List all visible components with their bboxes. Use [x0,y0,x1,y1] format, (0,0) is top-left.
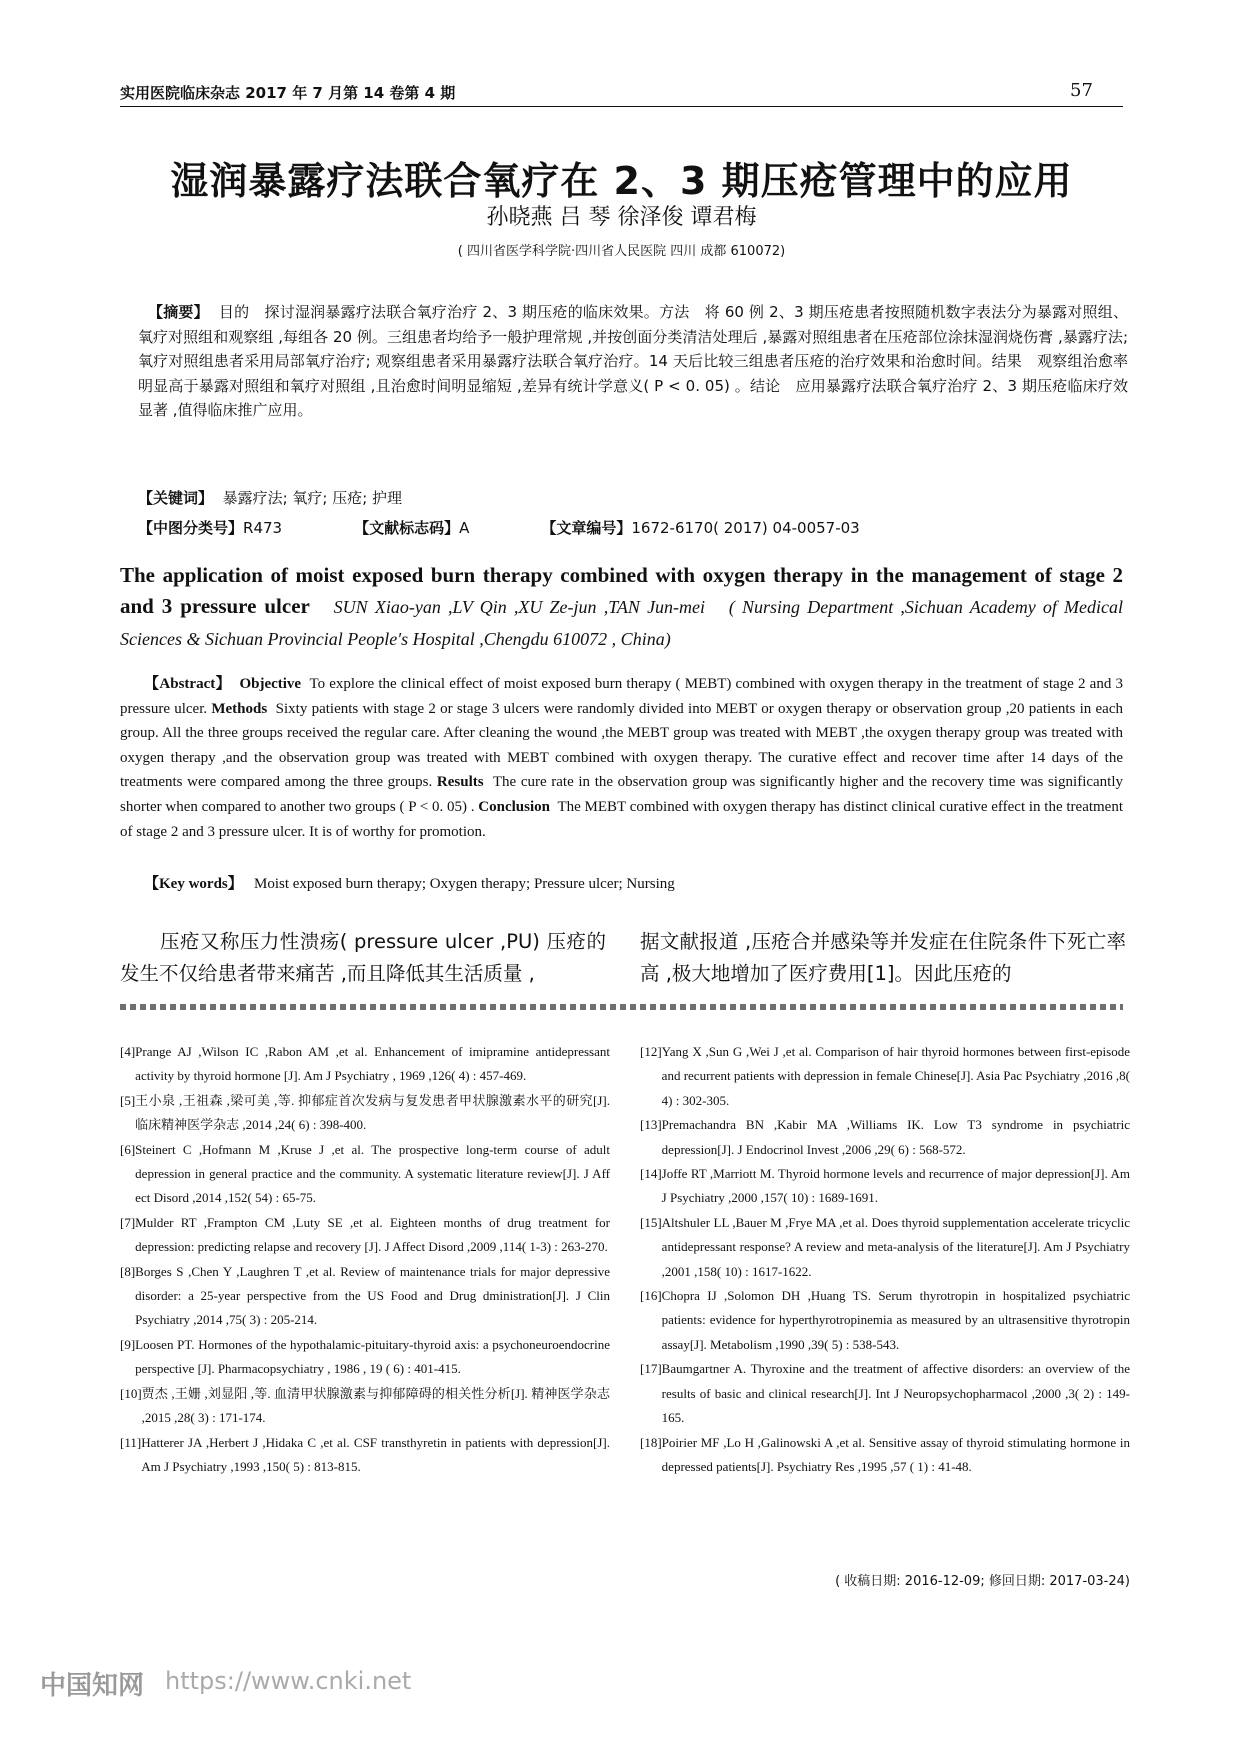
reference-item [120,1089,610,1138]
abstract-en-label: 【Abstract】 [144,676,232,692]
reference-number: [18] [640,1434,662,1450]
methods-label: Methods [211,700,268,717]
keywords-label: 【关键词】 [138,489,214,507]
reference-number: [5] [120,1092,136,1108]
affiliation-english: ( Nursing Department ,Sichuan Academy of Medical Sciences & Sichuan Provincial People′s Hospital ,Chengdu 610072 , China) [120,597,1124,649]
clc-label: 【中图分类号】 [138,519,244,537]
reference-number: [11] [120,1434,142,1450]
cnki-url[interactable]: https://www.cnki.net [165,1667,412,1695]
authors-chinese: 孙晓燕 吕 琴 徐泽俊 谭君梅 [486,205,757,230]
clc-value: R473 [243,519,283,537]
keywords-en-label: 【Key words】 [144,876,243,892]
keywords-en-text: Moist exposed burn therapy; Oxygen therapy; Pressure ulcer; Nursing [254,876,675,892]
conclusion-label: Conclusion [478,798,550,815]
reference-item [640,1162,1130,1211]
reference-item [120,1040,610,1089]
reference-item [120,1333,610,1382]
classification-line [138,516,1128,541]
title-chinese: 湿润暴露疗法联合氧疗在 2、3 期压疮管理中的应用 [170,159,1073,203]
reference-number: [12] [640,1044,662,1059]
doc-code-label: 【文献标志码】 [354,519,460,537]
reference-text: Yang X ,Sun G ,Wei J ,et al. Comparison of hair thyroid hormones between first-episode and recurrent patients with depression in female Chinese[J]. Asia Pac Psychiatry ,2016 ,8( 4) : 302-305. [661,1044,1130,1108]
reference-number: [9] [120,1336,136,1352]
reference-text: Loosen PT. Hormones of the hypothalamic-pituitary-thyroid axis: a psychoneuroendocrine perspective [J]. Pharmacopsychiatry , 1986 , 19 ( 6) : 401-415. [135,1336,610,1377]
reference-item [640,1357,1130,1430]
reference-text: Mulder RT ,Frampton CM ,Luty SE ,et al. Eighteen months of drug treatment for depression: predicting relapse and recovery [J]. J Affect Disord ,2009 ,114( 1-3) : 263-270. [135,1214,610,1255]
reference-number: [10] [120,1385,142,1401]
running-header-journal: 实用医院临床杂志 2017 年 7 月第 14 卷第 4 期 [120,84,456,102]
objective-label: Objective [239,676,302,692]
keywords-text: 暴露疗法; 氧疗; 压疮; 护理 [222,489,403,507]
abstract-chinese [138,300,1128,423]
reference-number: [17] [640,1361,662,1377]
reference-number: [4] [120,1044,136,1059]
body-text-right: 据文献报道 ,压疮合并感染等并发症在住院条件下死亡率高 ,极大地增加了医疗费用[1]。因此压疮的 [640,930,1126,985]
references-left [120,1040,610,1479]
reference-text: Baumgartner A. Thyroxine and the treatment of affective disorders: an overview of the results of basic and clinical research[J]. Int J Neuropsychopharmacol ,2000 ,3( 2) : 149-165. [661,1361,1130,1426]
footnote-divider [120,1004,1123,1010]
reference-text: Borges S ,Chen Y ,Laughren T ,et al. Review of maintenance trials for major depressive disorder: a 25-year perspective from the US Food and Drug dministration[J]. J Clin Psychiatry ,2014 ,75( 3) : 205-214. [135,1263,610,1328]
reference-text: 贾杰 ,王姗 ,刘显阳 ,等. 血清甲状腺激素与抑郁障碍的相关性分析[J]. 精神医学杂志 ,2015 ,28( 3) : 171-174. [141,1385,610,1426]
received-date: ( 收稿日期: 2016-12-09; 修回日期: 2017-03-24) [835,1574,1130,1589]
references-right [640,1040,1130,1479]
authors-english: SUN Xiao-yan ,LV Qin ,XU Ze-jun ,TAN Jun-mei [333,597,706,617]
reference-text: 王小泉 ,王祖森 ,梁可美 ,等. 抑郁症首次发病与复发患者甲状腺激素水平的研究[J]. 临床精神医学杂志 ,2014 ,24( 6) : 398-400. [135,1092,610,1133]
reference-text: Chopra IJ ,Solomon DH ,Huang TS. Serum thyrotropin in hospitalized psychiatric patients: evidence for hyperthyrotropinemia as measured by an ultrasensitive thyrotropin assay[J]. Metabolism ,1990 ,39( 5) : 538-543. [661,1288,1130,1352]
affiliation-chinese: ( 四川省医学科学院·四川省人民医院 四川 成都 610072) [457,244,786,259]
reference-item [120,1382,610,1431]
reference-item [120,1211,610,1260]
methods-text: Sixty patients with stage 2 or stage 3 ulcers were randomly divided into MEBT or oxygen therapy or observation group ,20 patients in each group. All the three groups received the regular care. After cleaning the wound ,the MEBT group was treated with MEBT ,the oxygen therapy group was treated with oxygen therapy ,and the observation group was treated with MEBT combined with oxygen therapy. The curative effect and recover time after 14 days of the treatments were compared among the three groups. [120,700,1123,791]
reference-text: Steinert C ,Hofmann M ,Kruse J ,et al. The prospective long-term course of adult depression in general practice and the community. A systematic literature review[J]. J Aff ect Disord ,2014 ,152( 54) : 65-75. [135,1141,610,1206]
reference-number: [14] [640,1166,662,1182]
reference-item [120,1138,610,1211]
body-text-left: 压疮又称压力性溃疡( pressure ulcer ,PU) 压疮的发生不仅给患者带来痛苦 ,而且降低其生活质量 , [120,930,606,985]
reference-text: Hatterer JA ,Herbert J ,Hidaka C ,et al. CSF transthyretin in patients with depression[J]. Am J Psychiatry ,1993 ,150( 5) : 813-815. [141,1434,610,1474]
reference-item [640,1040,1130,1113]
reference-text: Premachandra BN ,Kabir MA ,Williams IK. Low T3 syndrome in psychiatric depression[J]. J Endocrinol Invest ,2006 ,29( 6) : 568-572. [661,1117,1130,1157]
abstract-english [120,672,1123,844]
title-english: The application of moist exposed burn therapy combined with oxygen therapy in the management of stage 2 and 3 pressure ulcer [120,563,1123,618]
reference-text: Poirier MF ,Lo H ,Galinowski A ,et al. Sensitive assay of thyroid stimulating hormone in depressed patients[J]. Psychiatry Res ,1995 ,57 ( 1) : 41-48. [661,1434,1130,1474]
reference-number: [13] [640,1117,662,1133]
abstract-label: 【摘要】 [148,303,209,321]
reference-number: [15] [640,1214,662,1230]
reference-number: [7] [120,1214,136,1230]
reference-item [640,1431,1130,1480]
reference-number: [8] [120,1263,136,1279]
reference-item [120,1431,610,1480]
abstract-text: 目的 探讨湿润暴露疗法联合氧疗治疗 2、3 期压疮的临床效果。方法 将 60 例 2、3 期压疮患者按照随机数字表法分为暴露对照组、氧疗对照组和观察组 ,每组各 20 例。三组患者均给予一般护理常规 ,并按创面分类清洁处理后 ,暴露对照组患者在压疮部位涂抹湿润烧伤膏 ,暴露疗法; 氧疗对照组患者采用局部氧疗治疗; 观察组患者采用暴露疗法联合氧疗治疗。14 天后比较三组患者压疮的治疗效果和治愈时间。结果 观察组治愈率明显高于暴露对照组和氧疗对照组 ,且治愈时间明显缩短 ,差异有统计学意义( P < 0. 05) 。结论 应用暴露疗法联合氧疗治疗 2、3 期压疮临床疗效显著 ,值得临床推广应用。 [138,303,1128,420]
reference-number: [6] [120,1141,136,1157]
reference-text: Prange AJ ,Wilson IC ,Rabon AM ,et al. Enhancement of imipramine antidepressant activity by thyroid hormone [J]. Am J Psychiatry , 1969 ,126( 4) : 457-469. [135,1044,610,1084]
reference-item [640,1211,1130,1284]
reference-item [120,1260,610,1333]
reference-text: Altshuler LL ,Bauer M ,Frye MA ,et al. Does thyroid supplementation accelerate tricyclic antidepressant response? A review and meta-analysis of the literature[J]. Am J Psychiatry ,2001 ,158( 10) : 1617-1622. [661,1214,1130,1279]
results-label: Results [436,774,484,791]
reference-item [640,1113,1130,1162]
objective-text: To explore the clinical effect of moist exposed burn therapy ( MEBT) combined with oxygen therapy in the treatment of stage 2 and 3 pressure ulcer. [120,676,1124,717]
doc-code-value: A [459,519,470,537]
conclusion-text: The MEBT combined with oxygen therapy has distinct clinical curative effect in the treatment of stage 2 and 3 pressure ulcer. It is of worthy for promotion. [120,798,1124,840]
results-text: The cure rate in the observation group was significantly higher and the recovery time was significantly shorter when compared to another two groups ( P < 0. 05) . [120,774,1124,815]
article-no-value: 1672-6170( 2017) 04-0057-03 [631,519,860,537]
keywords-chinese [138,486,1128,511]
reference-number: [16] [640,1288,662,1304]
title-english-block [120,560,1123,655]
article-no-label: 【文章编号】 [541,519,632,537]
cnki-logo: 中国知网 [40,1671,145,1701]
page-number: 57 [1070,80,1093,101]
reference-text: Joffe RT ,Marriott M. Thyroid hormone levels and recurrence of major depression[J]. Am J Psychiatry ,2000 ,157( 10) : 1689-1691. [661,1166,1130,1206]
reference-item [640,1284,1130,1357]
keywords-english [120,872,1123,893]
header-rule [120,106,1123,107]
